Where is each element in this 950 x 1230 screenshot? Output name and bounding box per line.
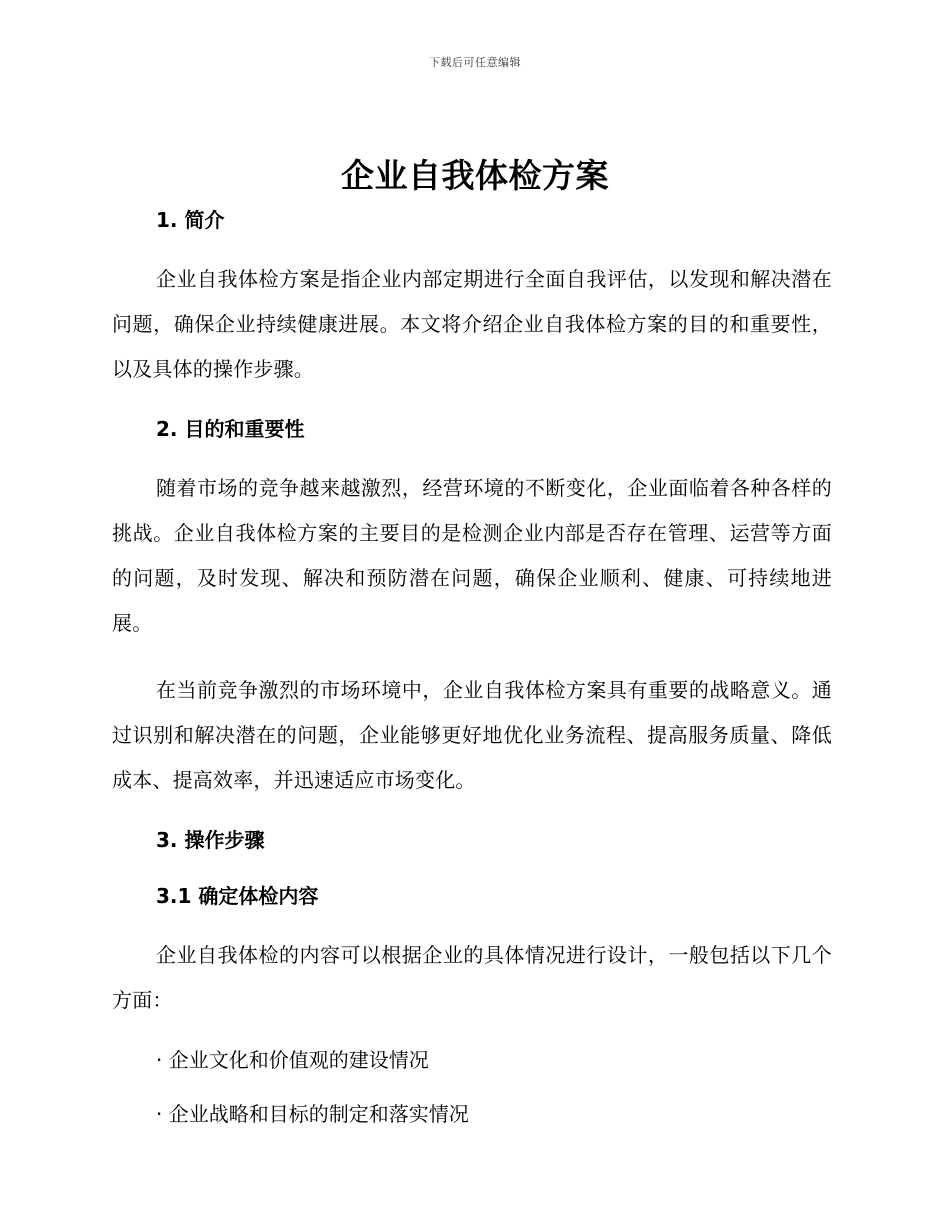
list-item: · 企业文化和价值观的建设情况 xyxy=(156,1048,429,1072)
list-item: · 企业战略和目标的制定和落实情况 xyxy=(156,1102,469,1126)
section-heading-intro: 1. 简介 xyxy=(156,208,225,232)
section-heading-steps: 3. 操作步骤 xyxy=(156,828,265,852)
paragraph-content: 企业自我体检的内容可以根据企业的具体情况进行设计，一般包括以下几个方面： xyxy=(112,943,832,1012)
document-title: 企业自我体检方案 xyxy=(341,156,609,195)
page-header-note: 下载后可任意编辑 xyxy=(429,56,521,69)
section-heading-purpose: 2. 目的和重要性 xyxy=(156,417,305,441)
subsection-heading-content: 3.1 确定体检内容 xyxy=(156,884,319,908)
paragraph-intro: 企业自我体检方案是指企业内部定期进行全面自我评估，以发现和解决潜在问题，确保企业持续健康进展。本文将介绍企业自我体检方案的目的和重要性，以及具体的操作步骤。 xyxy=(112,267,832,381)
paragraph-purpose-2: 在当前竞争激烈的市场环境中，企业自我体检方案具有重要的战略意义。通过识别和解决潜在的问题，企业能够更好地优化业务流程、提高服务质量、降低成本、提高效率，并迅速适应市场变化。 xyxy=(112,678,832,792)
document-body xyxy=(112,203,832,1131)
paragraph-purpose-1: 随着市场的竞争越来越激烈，经营环境的不断变化，企业面临着各种各样的挑战。企业自我体检方案的主要目的是检测企业内部是否存在管理、运营等方面的问题，及时发现、解决和预防潜在问题，确保企业顺利、健康、可持续地进展。 xyxy=(112,476,832,635)
